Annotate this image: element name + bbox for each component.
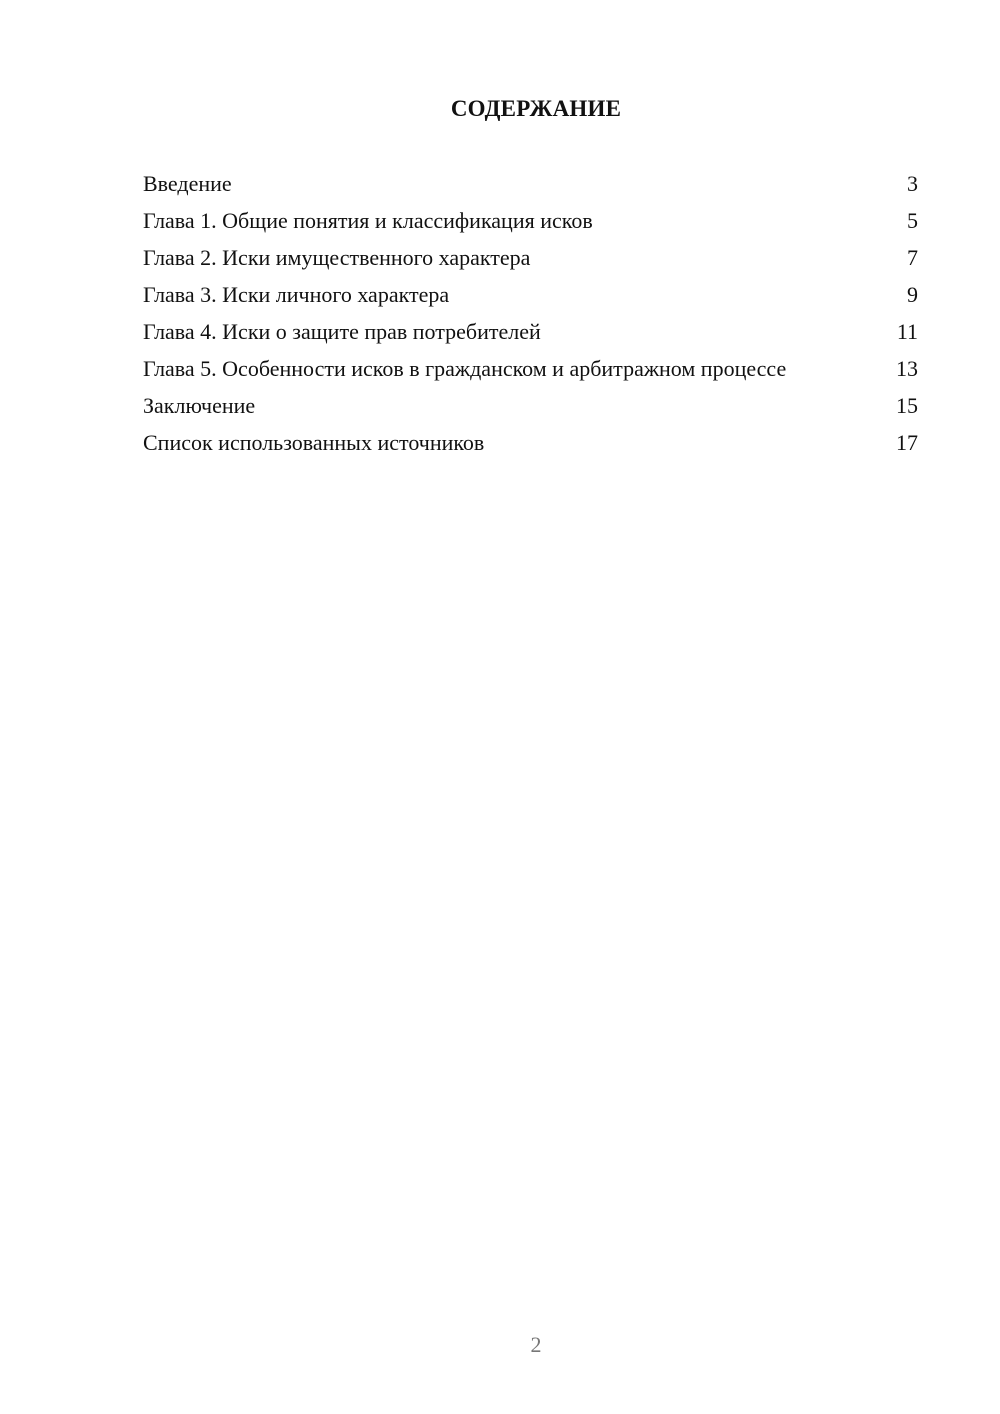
page-title: СОДЕРЖАНИЕ: [450, 96, 622, 121]
toc-entry-label: Заключение: [143, 393, 256, 418]
toc-entry-page: 7: [907, 245, 918, 270]
toc-entry-page: 17: [896, 430, 918, 455]
toc-entry-page: 5: [907, 208, 918, 233]
toc-entry: [143, 392, 918, 420]
toc-entry: [143, 170, 918, 198]
toc-entry: [143, 355, 918, 383]
toc-entry-label: Глава 2. Иски имущественного характера: [143, 245, 531, 270]
toc-entry: [143, 244, 918, 272]
toc-entry-page: 15: [896, 393, 918, 418]
page-number: 2: [530, 1332, 542, 1357]
toc-entry: [143, 429, 918, 457]
toc-entry-label: Глава 3. Иски личного характера: [143, 282, 450, 307]
toc-entry-label: Глава 1. Общие понятия и классификация исков: [143, 208, 593, 233]
toc-entry-label: Введение: [143, 171, 232, 196]
toc-entry-page: 9: [907, 282, 918, 307]
toc-entry: [143, 318, 918, 346]
toc-entry-page: 13: [896, 356, 918, 381]
toc-entry-label: Глава 4. Иски о защите прав потребителей: [143, 319, 541, 344]
toc-entry-page: 11: [896, 319, 918, 344]
toc-entry: [143, 281, 918, 309]
toc-entry: [143, 207, 918, 235]
table-of-contents: [143, 170, 918, 466]
toc-entry-page: 3: [907, 171, 918, 196]
toc-entry-label: Глава 5. Особенности исков в гражданском и арбитражном процессе: [143, 356, 787, 381]
toc-entry-label: Список использованных источников: [143, 430, 485, 455]
